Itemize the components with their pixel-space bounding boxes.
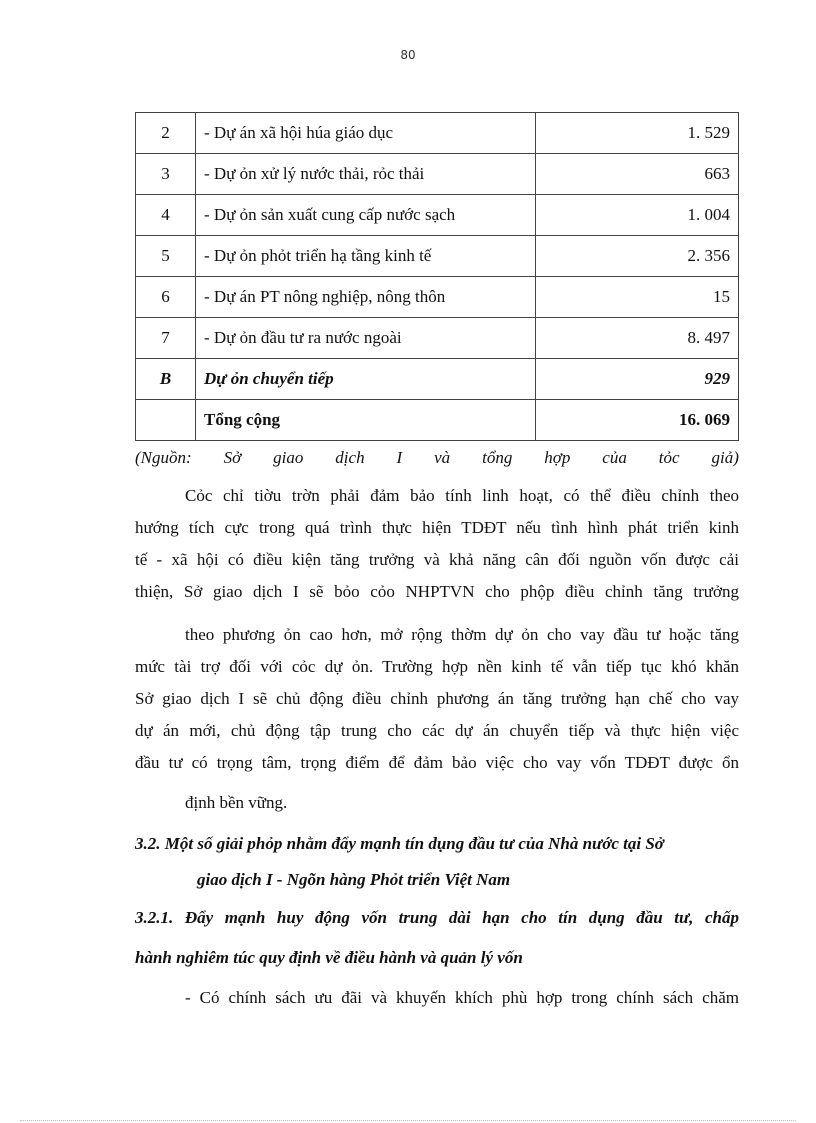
paragraph-line: dự án mới, chủ động tập trung cho các dự án chuyển tiếp và thực hiện việc <box>135 721 739 740</box>
value-cell: 16. 069 <box>536 400 739 441</box>
heading-line: giao dịch I - Ngõn hàng Phỏt triển Việt Nam <box>197 870 511 889</box>
row-number-cell: 6 <box>136 277 196 318</box>
table-row <box>136 195 739 236</box>
value-cell: 8. 497 <box>536 318 739 359</box>
project-name-cell: Dự ỏn chuyển tiếp <box>196 359 536 400</box>
project-name-cell: - Dự án PT nông nghiệp, nông thôn <box>196 277 536 318</box>
paragraph-line: Sở giao dịch I sẽ chủ động điều chỉnh phương án tăng trưởng hạn chế cho vay <box>135 689 739 708</box>
project-name-cell: - Dự ỏn phỏt triển hạ tầng kinh tế <box>196 236 536 277</box>
section-heading-3-2 <box>135 826 739 898</box>
footer-divider <box>20 1120 796 1121</box>
value-cell: 929 <box>536 359 739 400</box>
source-word: tổng <box>482 448 513 467</box>
project-name-cell: - Dự án xã hội húa giáo dục <box>196 113 536 154</box>
paragraph-2 <box>135 619 739 779</box>
source-word: và <box>434 448 451 467</box>
row-number-cell: 2 <box>136 113 196 154</box>
section-heading-3-2-1 <box>135 900 739 976</box>
project-name-cell: - Dự ỏn sản xuất cung cấp nước sạch <box>196 195 536 236</box>
source-word: I <box>396 448 403 467</box>
paragraph-line: tế - xã hội có điều kiện tăng trưởng và khả năng cân đối nguồn vốn được cải <box>135 550 739 569</box>
source-word: giả) <box>711 448 739 467</box>
row-number-cell: B <box>136 359 196 400</box>
source-note <box>135 448 739 468</box>
paragraph-line: Cỏc chỉ tiờu trờn phải đảm bảo tính linh hoạt, có thể điều chỉnh theo <box>185 486 739 505</box>
paragraph-line: theo phương ỏn cao hơn, mở rộng thờm dự ỏn cho vay đầu tư hoặc tăng <box>185 625 739 644</box>
value-cell: 15 <box>536 277 739 318</box>
table-row <box>136 236 739 277</box>
row-number-cell <box>136 400 196 441</box>
paragraph-1 <box>135 480 739 608</box>
source-word: giao <box>273 448 304 467</box>
row-number-cell: 3 <box>136 154 196 195</box>
page-number: 80 <box>400 48 416 62</box>
heading-line: 3.2. Một số giải phỏp nhằm đẩy mạnh tín dụng đầu tư của Nhà nước tại Sở <box>135 834 664 853</box>
source-word: (Nguồn: <box>135 448 192 467</box>
paragraph-line: - Có chính sách ưu đãi và khuyến khích phù hợp trong chính sách chăm <box>185 988 739 1007</box>
paragraph-3 <box>135 982 739 1014</box>
value-cell: 1. 004 <box>536 195 739 236</box>
table-row <box>136 113 739 154</box>
table-row <box>136 277 739 318</box>
table-row <box>136 400 739 441</box>
row-number-cell: 4 <box>136 195 196 236</box>
paragraph-line: hướng tích cực trong quá trình thực hiện TDĐT nếu tình hình phát triển kinh <box>135 518 739 537</box>
value-cell: 1. 529 <box>536 113 739 154</box>
source-word: dịch <box>335 448 365 467</box>
source-word: hợp <box>544 448 571 467</box>
paragraph-line: đầu tư có trọng tâm, trọng điểm để đảm bảo việc cho vay vốn TDĐT được ổn <box>135 753 739 772</box>
paragraph-line: định bền vững. <box>185 793 288 812</box>
table-body <box>136 113 739 441</box>
paragraph-2-end <box>135 787 739 819</box>
source-word: của <box>602 448 627 467</box>
row-number-cell: 5 <box>136 236 196 277</box>
table-row <box>136 154 739 195</box>
investment-projects-table <box>135 112 739 441</box>
row-number-cell: 7 <box>136 318 196 359</box>
value-cell: 2. 356 <box>536 236 739 277</box>
table-row <box>136 318 739 359</box>
heading-line: hành nghiêm túc quy định về điều hành và quản lý vốn <box>135 948 523 967</box>
project-name-cell: - Dự ỏn đầu tư ra nước ngoài <box>196 318 536 359</box>
source-word: tỏc <box>658 448 680 467</box>
paragraph-line: mức tài trợ đối với cỏc dự ỏn. Trường hợp nền kinh tế vẫn tiếp tục khó khăn <box>135 657 739 676</box>
project-name-cell: - Dự ỏn xử lý nước thải, rỏc thải <box>196 154 536 195</box>
value-cell: 663 <box>536 154 739 195</box>
heading-line: 3.2.1. Đẩy mạnh huy động vốn trung dài hạn cho tín dụng đầu tư, chấp <box>135 908 739 927</box>
source-word: Sở <box>223 448 242 467</box>
paragraph-line: thiện, Sở giao dịch I sẽ bỏo cỏo NHPTVN cho phộp điều chỉnh tăng trưởng <box>135 582 739 601</box>
table-row <box>136 359 739 400</box>
project-name-cell: Tổng cộng <box>196 400 536 441</box>
